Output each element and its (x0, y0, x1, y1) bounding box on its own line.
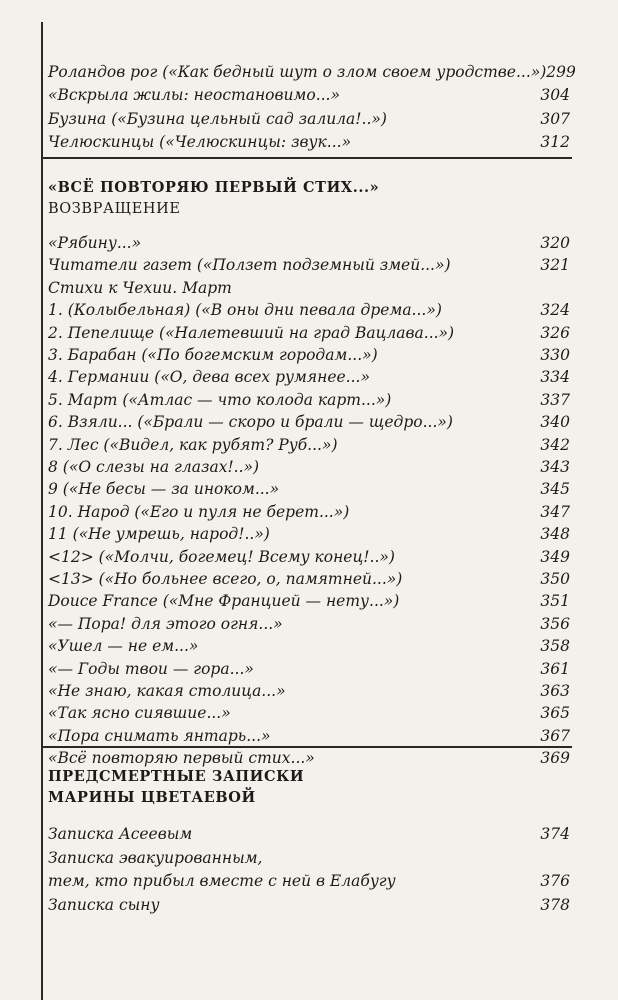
toc-entry (48, 547, 572, 567)
left-margin-rule (41, 22, 43, 1000)
entry-title: Читатели газет («Ползет подземный змей...») (48, 256, 451, 275)
entry-title: 10. Народ («Его и пуля не берет...») (48, 502, 350, 521)
entry-title: «— Пора! для этого огня...» (48, 614, 283, 633)
entry-page-number: 334 (540, 368, 570, 387)
entry-page-number: 350 (540, 570, 570, 588)
toc-entry (48, 748, 572, 768)
entry-title: 1. (Колыбельная) («В оны дни певала дрема...») (48, 301, 442, 320)
entry-page-number: 347 (540, 502, 570, 521)
entry-page-number: 348 (540, 525, 570, 544)
toc-entry (48, 255, 572, 275)
entry-page-number: 330 (540, 346, 570, 364)
entry-title: Бузина («Бузина цельный сад залила!..») (48, 109, 387, 128)
toc-entry (48, 233, 572, 253)
entry-page-number: 337 (540, 390, 570, 409)
toc-entry (48, 681, 572, 701)
entry-page-number: 307 (540, 109, 570, 128)
section-heading: «ВСЁ ПОВТОРЯЮ ПЕРВЫЙ СТИХ...» (48, 179, 380, 196)
toc-entry (48, 524, 572, 544)
entry-title: 11 («Не умрешь, народ!..») (48, 525, 270, 544)
entry-title: Записка Асеевым (48, 825, 193, 843)
entry-page-number: 312 (540, 132, 570, 151)
entry-page-number: 343 (540, 458, 570, 476)
toc-entry (48, 895, 572, 915)
entry-title: 7. Лес («Видел, как рубят? Руб...») (48, 435, 338, 454)
entry-page-number: 345 (540, 480, 570, 499)
entry-page-number: 358 (540, 637, 570, 656)
entry-title: 8 («О слезы на глазах!..») (48, 458, 260, 476)
toc-entry (48, 435, 572, 455)
entry-page-number: 321 (540, 256, 570, 275)
entry-title: «— Годы твои — гора...» (48, 659, 254, 678)
entry-title: «Ушел — не ем...» (48, 637, 199, 656)
entry-title: 9 («Не бесы — за иноком...» (48, 480, 280, 499)
section-subheading: ВОЗВРАЩЕНИЕ (48, 201, 181, 217)
toc-entry (48, 412, 572, 432)
entry-title: «Вскрыла жилы: неостановимо...» (48, 86, 340, 105)
toc-entry (48, 457, 572, 477)
entry-title: Челюскинцы («Челюскинцы: звук...» (48, 132, 352, 151)
entry-title: «Всё повторяю первый стих...» (48, 749, 315, 768)
entry-page-number: 356 (540, 614, 570, 633)
entry-page-number: 367 (540, 726, 570, 745)
entry-page-number: 351 (540, 592, 570, 611)
toc-entry (48, 479, 572, 499)
entry-page-number: 349 (540, 547, 570, 566)
toc-entry (48, 132, 572, 152)
entry-page-number: 361 (540, 659, 570, 678)
entry-title: Стихи к Чехии. Март (48, 278, 232, 297)
entry-page-number: 326 (540, 323, 570, 342)
toc-entry (48, 502, 572, 522)
entry-page-number: 365 (540, 704, 570, 723)
entry-page-number: 342 (540, 435, 570, 454)
entry-title: «Так ясно сиявшие...» (48, 704, 231, 723)
entry-title: 3. Барабан («По богемским городам...») (48, 346, 378, 364)
toc-entry (48, 726, 572, 746)
toc-entry (48, 636, 572, 656)
toc-entry (48, 85, 572, 105)
toc-entry (48, 278, 572, 298)
toc-entry (48, 848, 572, 868)
entry-title: Роландов рог («Как бедный шут о злом своем уродстве...») (48, 63, 547, 81)
toc-entry (48, 62, 576, 82)
entry-title: 6. Взяли... («Брали — скоро и брали — щедро...») (48, 413, 453, 432)
entry-page-number: 378 (540, 895, 570, 914)
toc-entry (48, 300, 572, 320)
toc-entry (48, 591, 572, 611)
entry-title: «Рябину...» (48, 234, 142, 252)
entry-page-number: 369 (540, 749, 570, 768)
entry-title: 4. Германии («О, дева всех румянее...» (48, 368, 370, 387)
toc-entry (48, 824, 572, 844)
entry-page-number: 299 (546, 63, 576, 81)
entry-page-number: 363 (540, 682, 570, 700)
toc-entry (48, 614, 572, 634)
section2-heading-line1: ПРЕДСМЕРТНЫЕ ЗАПИСКИ (48, 768, 305, 785)
toc-entry (48, 323, 572, 343)
entry-page-number: 324 (540, 301, 570, 320)
entry-page-number: 304 (540, 86, 570, 105)
entry-page-number: 376 (540, 872, 570, 890)
entry-title: «Не знаю, какая столица...» (48, 682, 286, 700)
toc-entry (48, 703, 572, 723)
section-divider-1 (41, 157, 572, 159)
entry-title: Записка сыну (48, 895, 160, 914)
entry-title: <12> («Молчи, богемец! Всему конец!..») (48, 547, 395, 566)
entry-page-number: 320 (540, 234, 570, 252)
toc-entry (48, 569, 572, 589)
entry-title: <13> («Но больнее всего, о, памятней...») (48, 570, 403, 588)
toc-entry (48, 659, 572, 679)
entry-page-number: 340 (540, 413, 570, 432)
section2-heading-line2: МАРИНЫ ЦВЕТАЕВОЙ (48, 789, 256, 806)
entry-title: Douce France («Мне Францией — нету...») (48, 592, 400, 611)
entry-title: тем, кто прибыл вместе с ней в Елабугу (48, 872, 396, 890)
entry-title: «Пора снимать янтарь...» (48, 726, 271, 745)
entry-title: Записка эвакуированным, (48, 848, 263, 867)
entry-title: 2. Пепелище («Налетевший на град Вацлава...») (48, 323, 455, 342)
toc-entry (48, 109, 572, 129)
toc-entry (48, 390, 572, 410)
toc-entry (48, 345, 572, 365)
entry-page-number: 374 (540, 825, 570, 843)
entry-title: 5. Март («Атлас — что колода карт...») (48, 390, 392, 409)
toc-entry (48, 871, 572, 891)
toc-entry (48, 367, 572, 387)
